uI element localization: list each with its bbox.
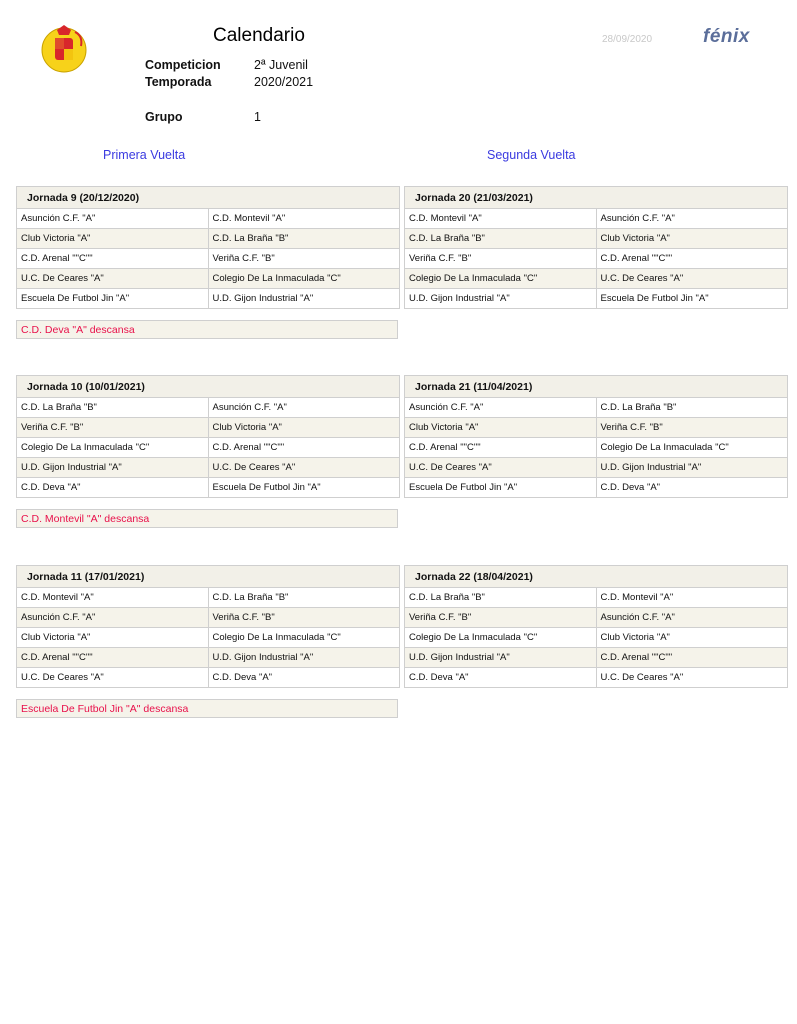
home-team: U.D. Gijon Industrial "A" (17, 458, 209, 478)
away-team: U.C. De Ceares "A" (596, 668, 788, 688)
match-row (17, 269, 400, 289)
home-team: C.D. Montevil "A" (17, 588, 209, 608)
away-team: U.C. De Ceares "A" (208, 458, 400, 478)
match-row (405, 438, 788, 458)
match-row (405, 608, 788, 628)
match-row (17, 249, 400, 269)
match-row (17, 628, 400, 648)
home-team: Club Victoria "A" (17, 628, 209, 648)
home-team: C.D. Deva "A" (17, 478, 209, 498)
away-team: C.D. Deva "A" (596, 478, 788, 498)
match-row (17, 289, 400, 309)
match-row (17, 458, 400, 478)
match-row (17, 668, 400, 688)
jornada-table (16, 375, 400, 498)
home-team: Veriña C.F. "B" (405, 608, 597, 628)
federation-logo (38, 22, 90, 74)
jornada-block (404, 565, 788, 688)
match-row (405, 418, 788, 438)
away-team: C.D. Montevil "A" (208, 209, 400, 229)
away-team: C.D. La Braña "B" (208, 229, 400, 249)
away-team: Asunción C.F. "A" (596, 209, 788, 229)
away-team: Club Victoria "A" (596, 628, 788, 648)
home-team: C.D. La Braña "B" (17, 398, 209, 418)
match-row (17, 209, 400, 229)
jornada-block (404, 375, 788, 498)
home-team: Escuela De Futbol Jin "A" (17, 289, 209, 309)
match-row (405, 398, 788, 418)
match-row (17, 588, 400, 608)
away-team: Escuela De Futbol Jin "A" (596, 289, 788, 309)
away-team: Club Victoria "A" (596, 229, 788, 249)
away-team: Asunción C.F. "A" (208, 398, 400, 418)
jornada-title: Jornada 21 (11/04/2021) (405, 376, 788, 398)
away-team: Colegio De La Inmaculada "C" (208, 269, 400, 289)
home-team: Colegio De La Inmaculada "C" (17, 438, 209, 458)
home-team: Club Victoria "A" (405, 418, 597, 438)
away-team: Veriña C.F. "B" (596, 418, 788, 438)
match-row (405, 289, 788, 309)
match-row (405, 209, 788, 229)
home-team: Club Victoria "A" (17, 229, 209, 249)
match-row (17, 478, 400, 498)
match-row (405, 648, 788, 668)
jornada-table (404, 186, 788, 309)
competicion-label: Competicion (145, 58, 221, 72)
match-row (17, 229, 400, 249)
page-title: Calendario (213, 25, 305, 46)
jornada-title: Jornada 10 (10/01/2021) (17, 376, 400, 398)
jornada-table (16, 186, 400, 309)
jornada-block (16, 186, 400, 309)
fenix-logo: fénix (703, 26, 750, 47)
home-team: U.D. Gijon Industrial "A" (405, 648, 597, 668)
away-team: C.D. Arenal ""C"" (208, 438, 400, 458)
descansa-note: C.D. Montevil "A" descansa (16, 509, 398, 528)
home-team: C.D. Montevil "A" (405, 209, 597, 229)
away-team: C.D. Arenal ""C"" (596, 249, 788, 269)
away-team: U.D. Gijon Industrial "A" (208, 289, 400, 309)
home-team: Asunción C.F. "A" (17, 608, 209, 628)
away-team: Veriña C.F. "B" (208, 249, 400, 269)
away-team: Escuela De Futbol Jin "A" (208, 478, 400, 498)
away-team: C.D. Deva "A" (208, 668, 400, 688)
match-row (17, 648, 400, 668)
home-team: Escuela De Futbol Jin "A" (405, 478, 597, 498)
match-row (17, 438, 400, 458)
descansa-note: C.D. Deva "A" descansa (16, 320, 398, 339)
home-team: C.D. Arenal ""C"" (17, 648, 209, 668)
grupo-value: 1 (254, 110, 261, 124)
home-team: Colegio De La Inmaculada "C" (405, 628, 597, 648)
away-team: U.D. Gijon Industrial "A" (596, 458, 788, 478)
home-team: C.D. Arenal ""C"" (405, 438, 597, 458)
match-row (17, 398, 400, 418)
home-team: U.D. Gijon Industrial "A" (405, 289, 597, 309)
away-team: Veriña C.F. "B" (208, 608, 400, 628)
away-team: Colegio De La Inmaculada "C" (208, 628, 400, 648)
primera-vuelta-heading: Primera Vuelta (103, 148, 186, 162)
match-row (405, 249, 788, 269)
temporada-value: 2020/2021 (254, 75, 314, 89)
match-row (405, 269, 788, 289)
away-team: U.D. Gijon Industrial "A" (208, 648, 400, 668)
jornada-block (404, 186, 788, 309)
jornada-table (404, 375, 788, 498)
away-team: Asunción C.F. "A" (596, 608, 788, 628)
jornada-title: Jornada 11 (17/01/2021) (17, 566, 400, 588)
home-team: Asunción C.F. "A" (17, 209, 209, 229)
jornada-title: Jornada 22 (18/04/2021) (405, 566, 788, 588)
away-team: C.D. Arenal ""C"" (596, 648, 788, 668)
jornada-table (16, 565, 400, 688)
match-row (405, 458, 788, 478)
away-team: C.D. Montevil "A" (596, 588, 788, 608)
home-team: Colegio De La Inmaculada "C" (405, 269, 597, 289)
away-team: Colegio De La Inmaculada "C" (596, 438, 788, 458)
home-team: C.D. Arenal ""C"" (17, 249, 209, 269)
home-team: Veriña C.F. "B" (405, 249, 597, 269)
descansa-note: Escuela De Futbol Jin "A" descansa (16, 699, 398, 718)
match-row (405, 588, 788, 608)
home-team: U.C. De Ceares "A" (17, 668, 209, 688)
home-team: C.D. Deva "A" (405, 668, 597, 688)
jornada-table (404, 565, 788, 688)
match-row (17, 418, 400, 438)
jornada-title: Jornada 20 (21/03/2021) (405, 187, 788, 209)
away-team: Club Victoria "A" (208, 418, 400, 438)
print-date: 28/09/2020 (602, 34, 653, 45)
segunda-vuelta-heading: Segunda Vuelta (487, 148, 576, 162)
match-row (405, 478, 788, 498)
home-team: C.D. La Braña "B" (405, 588, 597, 608)
competicion-value: 2ª Juvenil (254, 58, 308, 72)
away-team: U.C. De Ceares "A" (596, 269, 788, 289)
home-team: U.C. De Ceares "A" (17, 269, 209, 289)
match-row (405, 628, 788, 648)
home-team: Veriña C.F. "B" (17, 418, 209, 438)
jornada-title: Jornada 9 (20/12/2020) (17, 187, 400, 209)
home-team: C.D. La Braña "B" (405, 229, 597, 249)
home-team: Asunción C.F. "A" (405, 398, 597, 418)
match-row (405, 229, 788, 249)
match-row (405, 668, 788, 688)
temporada-label: Temporada (145, 75, 212, 89)
jornada-block (16, 375, 400, 498)
match-row (17, 608, 400, 628)
away-team: C.D. La Braña "B" (208, 588, 400, 608)
away-team: C.D. La Braña "B" (596, 398, 788, 418)
grupo-label: Grupo (145, 110, 183, 124)
jornada-block (16, 565, 400, 688)
home-team: U.C. De Ceares "A" (405, 458, 597, 478)
